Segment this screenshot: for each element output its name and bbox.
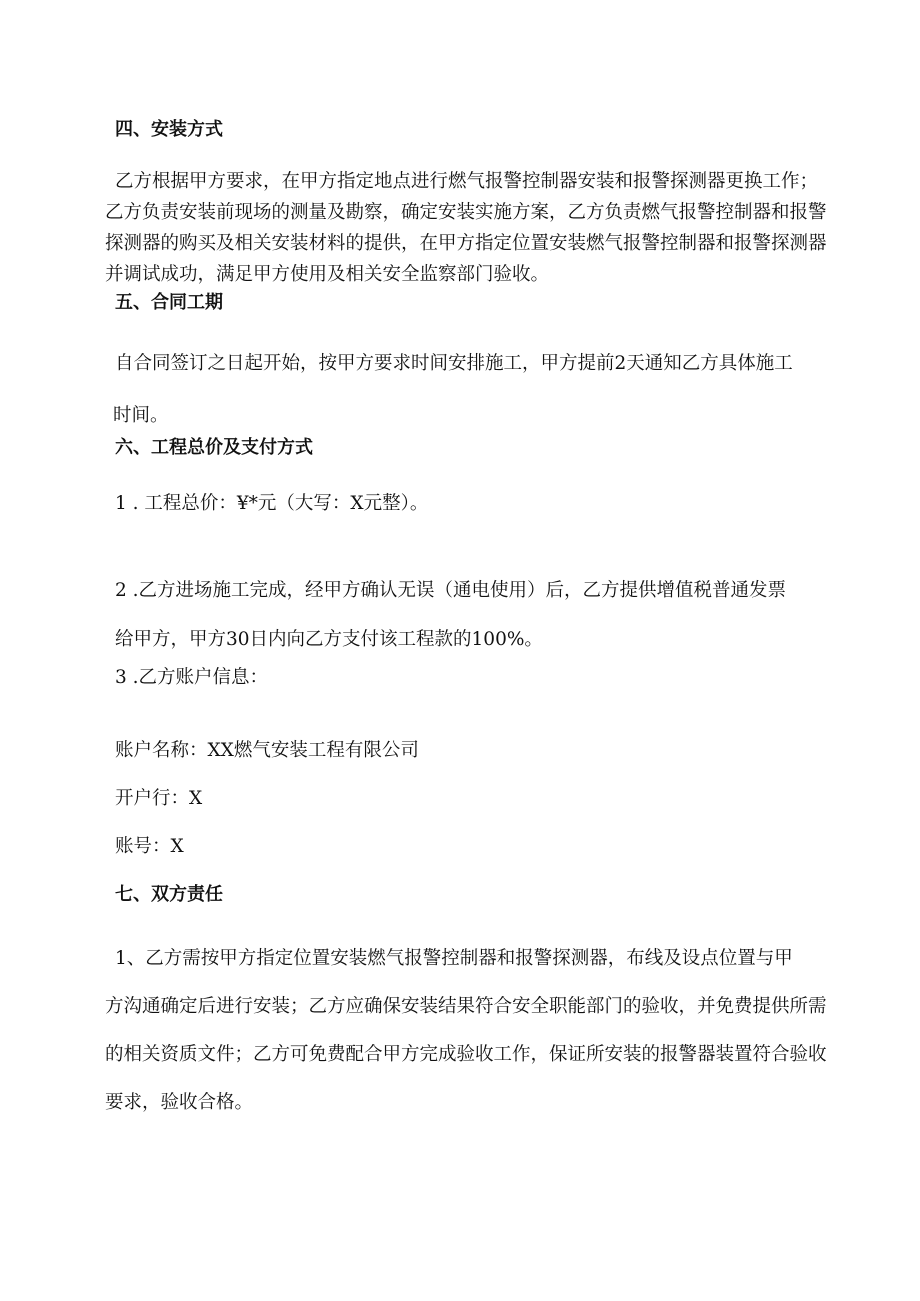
section-6-item-3: 3 .乙方账户信息： [115, 667, 269, 688]
section-7-line-4: 要求，验收合格。 [105, 1092, 254, 1113]
section-4-line-4: 并调试成功，满足甲方使用及相关安全监察部门验收。 [105, 264, 550, 285]
section-7-heading: 七、双方责任 [115, 884, 223, 905]
section-7-body [105, 935, 860, 1127]
section-5-line-2: 时间。 [113, 405, 169, 426]
section-6-item-2 [115, 566, 860, 664]
section-6-item-2-line-1: 2 .乙方进场施工完成，经甲方确认无误（通电使用）后，乙方提供增值税普通发票 [115, 580, 787, 601]
section-5-body [115, 338, 860, 442]
account-number: 账号：X [115, 836, 184, 857]
section-7-line-2: 方沟通确定后进行安装；乙方应确保安装结果符合安全职能部门的验收，并免费提供所需 [105, 996, 827, 1017]
section-5-heading: 五、合同工期 [115, 292, 223, 313]
account-name: 账户名称：XX燃气安装工程有限公司 [115, 740, 419, 761]
section-4-line-3: 探测器的购买及相关安装材料的提供，在甲方指定位置安装燃气报警控制器和报警探测器 [105, 233, 827, 254]
section-5-line-1: 自合同签订之日起开始，按甲方要求时间安排施工，甲方提前2天通知乙方具体施工 [115, 353, 793, 374]
section-4-heading: 四、安装方式 [115, 119, 223, 140]
section-7-line-1: 1、乙方需按甲方指定位置安装燃气报警控制器和报警探测器，布线及设点位置与甲 [115, 948, 793, 969]
section-6-heading: 六、工程总价及支付方式 [115, 437, 313, 458]
section-4-body [105, 166, 860, 290]
section-6-item-1: 1 . 工程总价：¥*元（大写：X元整）。 [115, 493, 429, 514]
section-7-line-3: 的相关资质文件；乙方可免费配合甲方完成验收工作，保证所安装的报警器装置符合验收 [105, 1044, 827, 1065]
bank-name: 开户行：X [115, 788, 203, 809]
section-4-line-2: 乙方负责安装前现场的测量及勘察，确定安装实施方案，乙方负责燃气报警控制器和报警 [105, 202, 827, 223]
section-6-item-2-line-2: 给甲方，甲方30日内向乙方支付该工程款的100%。 [115, 629, 543, 650]
section-4-line-1: 乙方根据甲方要求，在甲方指定地点进行燃气报警控制器安装和报警探测器更换工作； [115, 171, 819, 192]
